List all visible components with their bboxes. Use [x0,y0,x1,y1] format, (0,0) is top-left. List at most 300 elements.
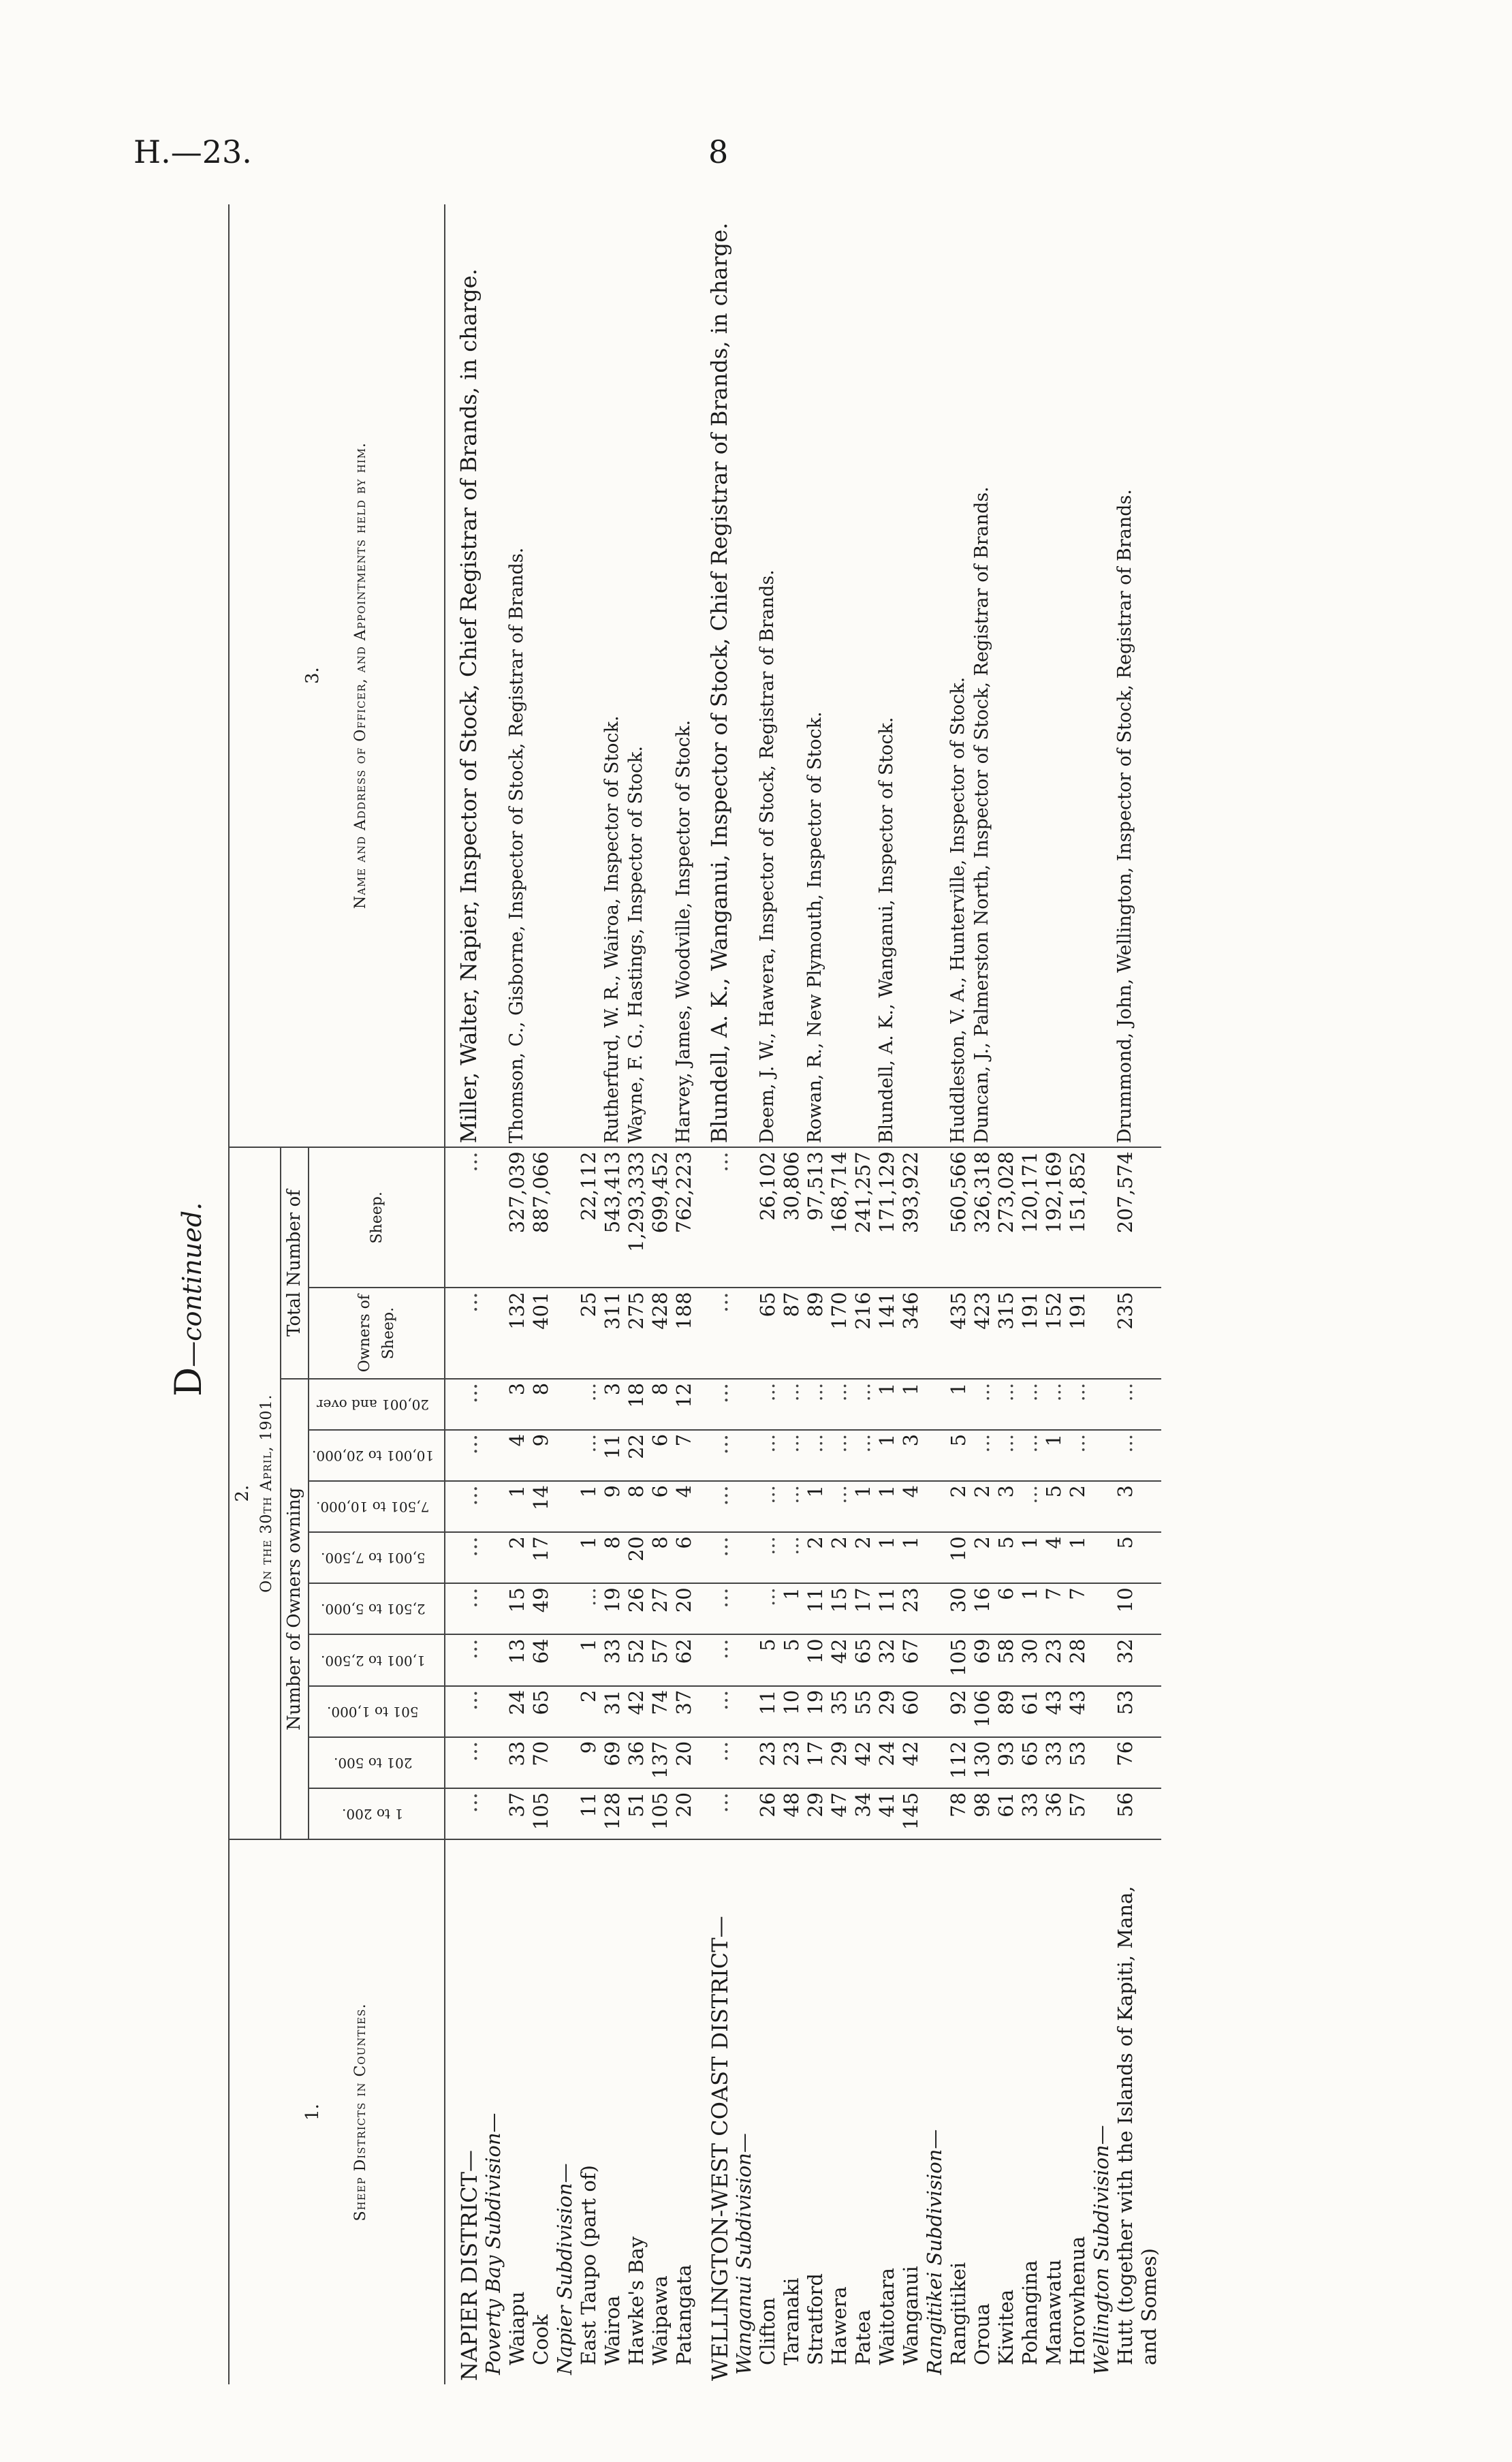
county-name: Taranaki [780,2277,803,2365]
cell-value: ... [445,1532,482,1583]
cell-value: 29 [828,1737,851,1788]
cell-value: ... [445,1583,482,1634]
cell-value: 106 [971,1686,994,1737]
table-row [756,204,780,2384]
cell-value: 152 [1042,1288,1066,1378]
county-name: Kiwitea [994,2289,1018,2365]
cell-value: 6 [648,1430,672,1481]
cell-value: ... [445,1737,482,1788]
cell-value: 2 [1066,1481,1090,1532]
cell-value: ... [780,1379,804,1430]
cell-value: ... [1018,1430,1042,1481]
cell-value: 11 [756,1686,780,1737]
cell-value: ... [696,1379,732,1430]
officer-cell [899,204,923,1147]
cell-value [923,1147,947,1288]
cell-value [1090,1583,1114,1634]
officer-cell [923,204,947,1147]
cell-value: 7 [1042,1583,1066,1634]
officer-cell [1066,204,1090,1147]
district-row [696,204,732,2384]
cell-value: 9 [577,1737,601,1788]
cell-value: 35 [828,1686,851,1737]
cell-value: 24 [505,1686,529,1737]
cell-value: 29 [875,1686,899,1737]
cell-value [732,1379,756,1430]
cell-value [553,1583,577,1634]
officer-cell [828,204,851,1147]
cell-value: 37 [505,1788,529,1839]
cell-value: 57 [648,1634,672,1685]
cell-value: 2 [851,1532,875,1583]
cell-value: ... [756,1430,780,1481]
cell-value [553,1532,577,1583]
cell-value: 62 [672,1634,696,1685]
cell-value: 65 [851,1634,875,1685]
cell-value: 33 [1018,1788,1042,1839]
cell-value: 43 [1042,1686,1066,1737]
cell-value [732,1481,756,1532]
cell-value [1090,1532,1114,1583]
sheep-total-header: Sheep. [309,1147,445,1288]
cell-value [1090,1737,1114,1788]
cell-value: 192,169 [1042,1147,1066,1288]
cell-value [1090,1788,1114,1839]
table-row [804,204,828,2384]
cell-value: 6 [648,1481,672,1532]
cell-value: 6 [672,1532,696,1583]
appendix-suffix: —continued. [177,1202,207,1367]
cell-value: 42 [899,1737,923,1788]
officer-cell [553,204,577,1147]
cell-value: 11 [804,1583,828,1634]
cell-value: ... [696,1481,732,1532]
cell-value: 89 [804,1288,828,1378]
cell-value [732,1737,756,1788]
cell-value: ... [577,1583,601,1634]
cell-value: 11 [601,1430,625,1481]
cell-value: 10 [780,1686,804,1737]
cell-value: ... [1042,1379,1066,1430]
cell-value: 2 [804,1532,828,1583]
table-row [672,204,696,2384]
officer-cell [529,204,553,1147]
cell-value: 3 [505,1379,529,1430]
cell-value: 887,066 [529,1147,553,1288]
cell-value [1090,1686,1114,1737]
cell-value: 8 [625,1481,648,1532]
cell-value: 1 [577,1634,601,1685]
cell-value: 151,852 [1066,1147,1090,1288]
cell-value [553,1788,577,1839]
cell-value: 61 [994,1788,1018,1839]
cell-value: 49 [529,1583,553,1634]
cell-value: 20 [672,1583,696,1634]
cell-value: ... [696,1532,732,1583]
cell-value: ... [756,1583,780,1634]
cell-value: 23 [1042,1634,1066,1685]
county-name: Poverty Bay Subdivision— [482,2113,505,2375]
cell-value: ... [445,1481,482,1532]
cell-value: 29 [804,1788,828,1839]
cell-value: 53 [1114,1686,1161,1737]
county-name: Waiapu [505,2291,529,2365]
county-name: Pohangina [1018,2260,1041,2365]
owners-header: Number of Owners owning [281,1379,309,1839]
cell-value: 42 [851,1737,875,1788]
cell-value: 3 [899,1430,923,1481]
table-row [625,204,648,2384]
cell-value [732,1686,756,1737]
cell-value [923,1634,947,1685]
cell-value: 4 [1042,1532,1066,1583]
cell-value: 2 [828,1532,851,1583]
range-header: 1 to 200. [309,1788,445,1839]
cell-value: 51 [625,1788,648,1839]
officer-cell: Harvey, James, Woodville, Inspector of Stock. [672,204,696,1147]
cell-value: 401 [529,1288,553,1378]
officer-cell [1090,204,1114,1147]
cell-value: 3 [1114,1481,1161,1532]
cell-value [732,1583,756,1634]
cell-value: 327,039 [505,1147,529,1288]
cell-value: 191 [1066,1288,1090,1378]
cell-value: 10 [947,1532,971,1583]
cell-value [482,1583,505,1634]
cell-value: 97,513 [804,1147,828,1288]
cell-value: 1 [577,1532,601,1583]
col2-header: 2. On the 30th April, 1901. [229,1147,281,1839]
cell-value [482,1686,505,1737]
county-name: Rangitikei Subdivision— [923,2129,946,2375]
cell-value: 8 [648,1532,672,1583]
cell-value: ... [1114,1379,1161,1430]
cell-value: ... [828,1481,851,1532]
cell-value: 8 [648,1379,672,1430]
table-row [899,204,923,2384]
officer-cell [648,204,672,1147]
cell-value: 65 [529,1686,553,1737]
cell-value: ... [445,1788,482,1839]
cell-value: 69 [971,1634,994,1685]
cell-value: ... [696,1583,732,1634]
cell-value: 141 [875,1288,899,1378]
county-name: Patangata [672,2264,695,2365]
cell-value: ... [804,1430,828,1481]
officer-cell: Blundell, A. K., Wanganui, Inspector of Stock. [875,204,899,1147]
cell-value: 5 [994,1532,1018,1583]
cell-value [1090,1481,1114,1532]
cell-value: 22,112 [577,1147,601,1288]
cell-value: ... [851,1379,875,1430]
cell-value: 65 [756,1288,780,1378]
cell-value [923,1686,947,1737]
cell-value: 273,028 [994,1147,1018,1288]
range-header: 2,501 to 5,000. [309,1583,445,1634]
cell-value: 17 [804,1737,828,1788]
cell-value: 30,806 [780,1147,804,1288]
cell-value: 26 [756,1788,780,1839]
table-row [1066,204,1090,2384]
cell-value: 145 [899,1788,923,1839]
cell-value: 9 [601,1481,625,1532]
table-row [648,204,672,2384]
cell-value: ... [994,1430,1018,1481]
county-name: Cook [529,2314,552,2365]
county-name: Patea [851,2309,875,2365]
cell-value: 5 [756,1634,780,1685]
cell-value: 7 [1066,1583,1090,1634]
cell-value: 112 [947,1737,971,1788]
cell-value: 37 [672,1686,696,1737]
cell-value: 1 [505,1481,529,1532]
cell-value: ... [696,1686,732,1737]
officer-cell: Wayne, F. G., Hastings, Inspector of Stock. [625,204,648,1147]
cell-value: 1 [1018,1532,1042,1583]
cell-value: 2 [947,1481,971,1532]
range-header: 501 to 1,000. [309,1686,445,1737]
cell-value: 58 [994,1634,1018,1685]
officer-cell [780,204,804,1147]
cell-value: 57 [1066,1788,1090,1839]
officer-cell: Huddleston, V. A., Hunterville, Inspector of Stock. [947,204,971,1147]
cell-value [482,1481,505,1532]
range-header: 10,001 to 20,000. [309,1430,445,1481]
cell-value: 105 [648,1788,672,1839]
sub-row [1090,204,1114,2384]
county-name: Waitotara [875,2267,898,2365]
cell-value: 3 [994,1481,1018,1532]
table-row [947,204,971,2384]
officer-cell [1042,204,1066,1147]
cell-value [553,1686,577,1737]
cell-value: 241,257 [851,1147,875,1288]
table-row [529,204,553,2384]
cell-value [732,1288,756,1378]
cell-value: 55 [851,1686,875,1737]
cell-value: 32 [875,1634,899,1685]
district-row [445,204,482,2384]
cell-value: ... [696,1634,732,1685]
cell-value [923,1737,947,1788]
cell-value: 1 [1042,1430,1066,1481]
cell-value: 36 [625,1737,648,1788]
cell-value: 52 [625,1634,648,1685]
owners-total-header: Owners of Sheep. [309,1288,445,1378]
cell-value: 26,102 [756,1147,780,1288]
cell-value: 56 [1114,1788,1161,1839]
cell-value [553,1737,577,1788]
cell-value: ... [971,1430,994,1481]
county-name: East Taupo (part of) [577,2165,600,2365]
cell-value: 20 [625,1532,648,1583]
cell-value: 326,318 [971,1147,994,1288]
cell-value: ... [1066,1379,1090,1430]
sub-row [482,204,505,2384]
cell-value: 15 [828,1583,851,1634]
cell-value: 92 [947,1686,971,1737]
county-name: Hawke's Bay [625,2236,648,2365]
cell-value [732,1147,756,1288]
cell-value: ... [1018,1481,1042,1532]
cell-value: 1 [899,1532,923,1583]
cell-value [1090,1430,1114,1481]
cell-value: 9 [529,1430,553,1481]
cell-value: 10 [1114,1583,1161,1634]
appendix-letter: D [167,1367,210,1397]
cell-value: 4 [672,1481,696,1532]
officer-cell [1018,204,1042,1147]
cell-value: ... [828,1379,851,1430]
cell-value: 23 [899,1583,923,1634]
table-row [1042,204,1066,2384]
cell-value: ... [828,1430,851,1481]
cell-value: 188 [672,1288,696,1378]
cell-value: 70 [529,1737,553,1788]
sheep-owners-table [228,204,1161,2384]
county-name: Waipawa [648,2275,672,2365]
county-name: Wairoa [601,2295,624,2365]
cell-value: 67 [899,1634,923,1685]
cell-value [482,1737,505,1788]
cell-value [553,1288,577,1378]
range-header: 20,001 and over [309,1379,445,1430]
range-header: 7,501 to 10,000. [309,1481,445,1532]
cell-value: 315 [994,1288,1018,1378]
cell-value: ... [696,1288,732,1378]
officer-cell: Deem, J. W., Hawera, Inspector of Stock, Registrar of Brands. [756,204,780,1147]
cell-value [482,1634,505,1685]
county-name: Napier Subdivision— [553,2163,576,2375]
cell-value: 105 [947,1634,971,1685]
cell-value: 36 [1042,1788,1066,1839]
county-name: Rangitikei [947,2262,970,2365]
cell-value: 7 [672,1430,696,1481]
cell-value: 12 [672,1379,696,1430]
cell-value: 6 [994,1583,1018,1634]
cell-value: ... [851,1430,875,1481]
cell-value: 699,452 [648,1147,672,1288]
county-name: Oroua [971,2303,994,2365]
cell-value: ... [756,1379,780,1430]
appendix-title [167,1202,210,1397]
cell-value: 42 [828,1634,851,1685]
cell-value: 87 [780,1288,804,1378]
cell-value: ... [445,1634,482,1685]
cell-value: 170 [828,1288,851,1378]
county-name: Clifton [756,2297,779,2365]
cell-value: 1 [851,1481,875,1532]
cell-value: 27 [648,1583,672,1634]
cell-value: 65 [1018,1737,1042,1788]
officer-cell [851,204,875,1147]
county-name: WELLINGTON-WEST COAST DISTRICT— [707,1916,733,2381]
cell-value: 20 [672,1788,696,1839]
officer-cell [732,204,756,1147]
officer-cell: Drummond, John, Wellington, Inspector of Stock, Registrar of Brands. [1114,204,1161,1147]
county-name: NAPIER DISTRICT— [456,2149,482,2381]
cell-value: 42 [625,1686,648,1737]
cell-value: 1 [1018,1583,1042,1634]
cell-value: 1 [780,1583,804,1634]
cell-value [1090,1634,1114,1685]
cell-value: 311 [601,1288,625,1378]
cell-value: 93 [994,1737,1018,1788]
table-row [577,204,601,2384]
cell-value: 235 [1114,1288,1161,1378]
county-name: Wellington Subdivision— [1090,2125,1113,2375]
cell-value: 132 [505,1288,529,1378]
cell-value: 130 [971,1737,994,1788]
county-name: Wanganui [899,2266,922,2365]
cell-value: ... [696,1737,732,1788]
cell-value: 191 [1018,1288,1042,1378]
cell-value [923,1788,947,1839]
cell-value: ... [696,1430,732,1481]
cell-value: 64 [529,1634,553,1685]
cell-value: 19 [804,1686,828,1737]
cell-value: 5 [1042,1481,1066,1532]
cell-value [923,1430,947,1481]
county-name: Manawatu [1042,2259,1065,2365]
cell-value: ... [696,1788,732,1839]
officer-cell [577,204,601,1147]
cell-value [923,1583,947,1634]
cell-value: 43 [1066,1686,1090,1737]
cell-value: 11 [577,1788,601,1839]
cell-value: 47 [828,1788,851,1839]
cell-value: ... [445,1147,482,1288]
cell-value: 105 [529,1788,553,1839]
cell-value: ... [577,1430,601,1481]
sub-row [553,204,577,2384]
cell-value: 17 [851,1583,875,1634]
cell-value: ... [696,1147,732,1288]
cell-value: 33 [505,1737,529,1788]
cell-value: 1 [875,1532,899,1583]
cell-value: 168,714 [828,1147,851,1288]
cell-value: 25 [577,1288,601,1378]
cell-value [482,1430,505,1481]
cell-value: 74 [648,1686,672,1737]
cell-value [923,1481,947,1532]
officer-cell: Blundell, A. K., Wanganui, Inspector of Stock, Chief Registrar of Brands, in charge. [696,204,732,1147]
cell-value: 4 [899,1481,923,1532]
cell-value [553,1481,577,1532]
cell-value: ... [445,1288,482,1378]
officer-cell: Miller, Walter, Napier, Inspector of Stock, Chief Registrar of Brands, in charge. [445,204,482,1147]
cell-value [732,1634,756,1685]
cell-value [732,1532,756,1583]
cell-value: ... [756,1481,780,1532]
cell-value: 1 [947,1379,971,1430]
cell-value: 3 [601,1379,625,1430]
cell-value: 23 [780,1737,804,1788]
cell-value: 5 [1114,1532,1161,1583]
cell-value [553,1379,577,1430]
cell-value: 23 [756,1737,780,1788]
cell-value [1090,1147,1114,1288]
cell-value: 346 [899,1288,923,1378]
officer-cell: Duncan, J., Palmerston North, Inspector of Stock, Registrar of Brands. [971,204,994,1147]
county-name: Hawera [828,2286,851,2365]
cell-value: 30 [1018,1634,1042,1685]
cell-value: 1 [875,1379,899,1430]
table-row [851,204,875,2384]
cell-value: 428 [648,1288,672,1378]
cell-value: 48 [780,1788,804,1839]
cell-value: 28 [1066,1634,1090,1685]
